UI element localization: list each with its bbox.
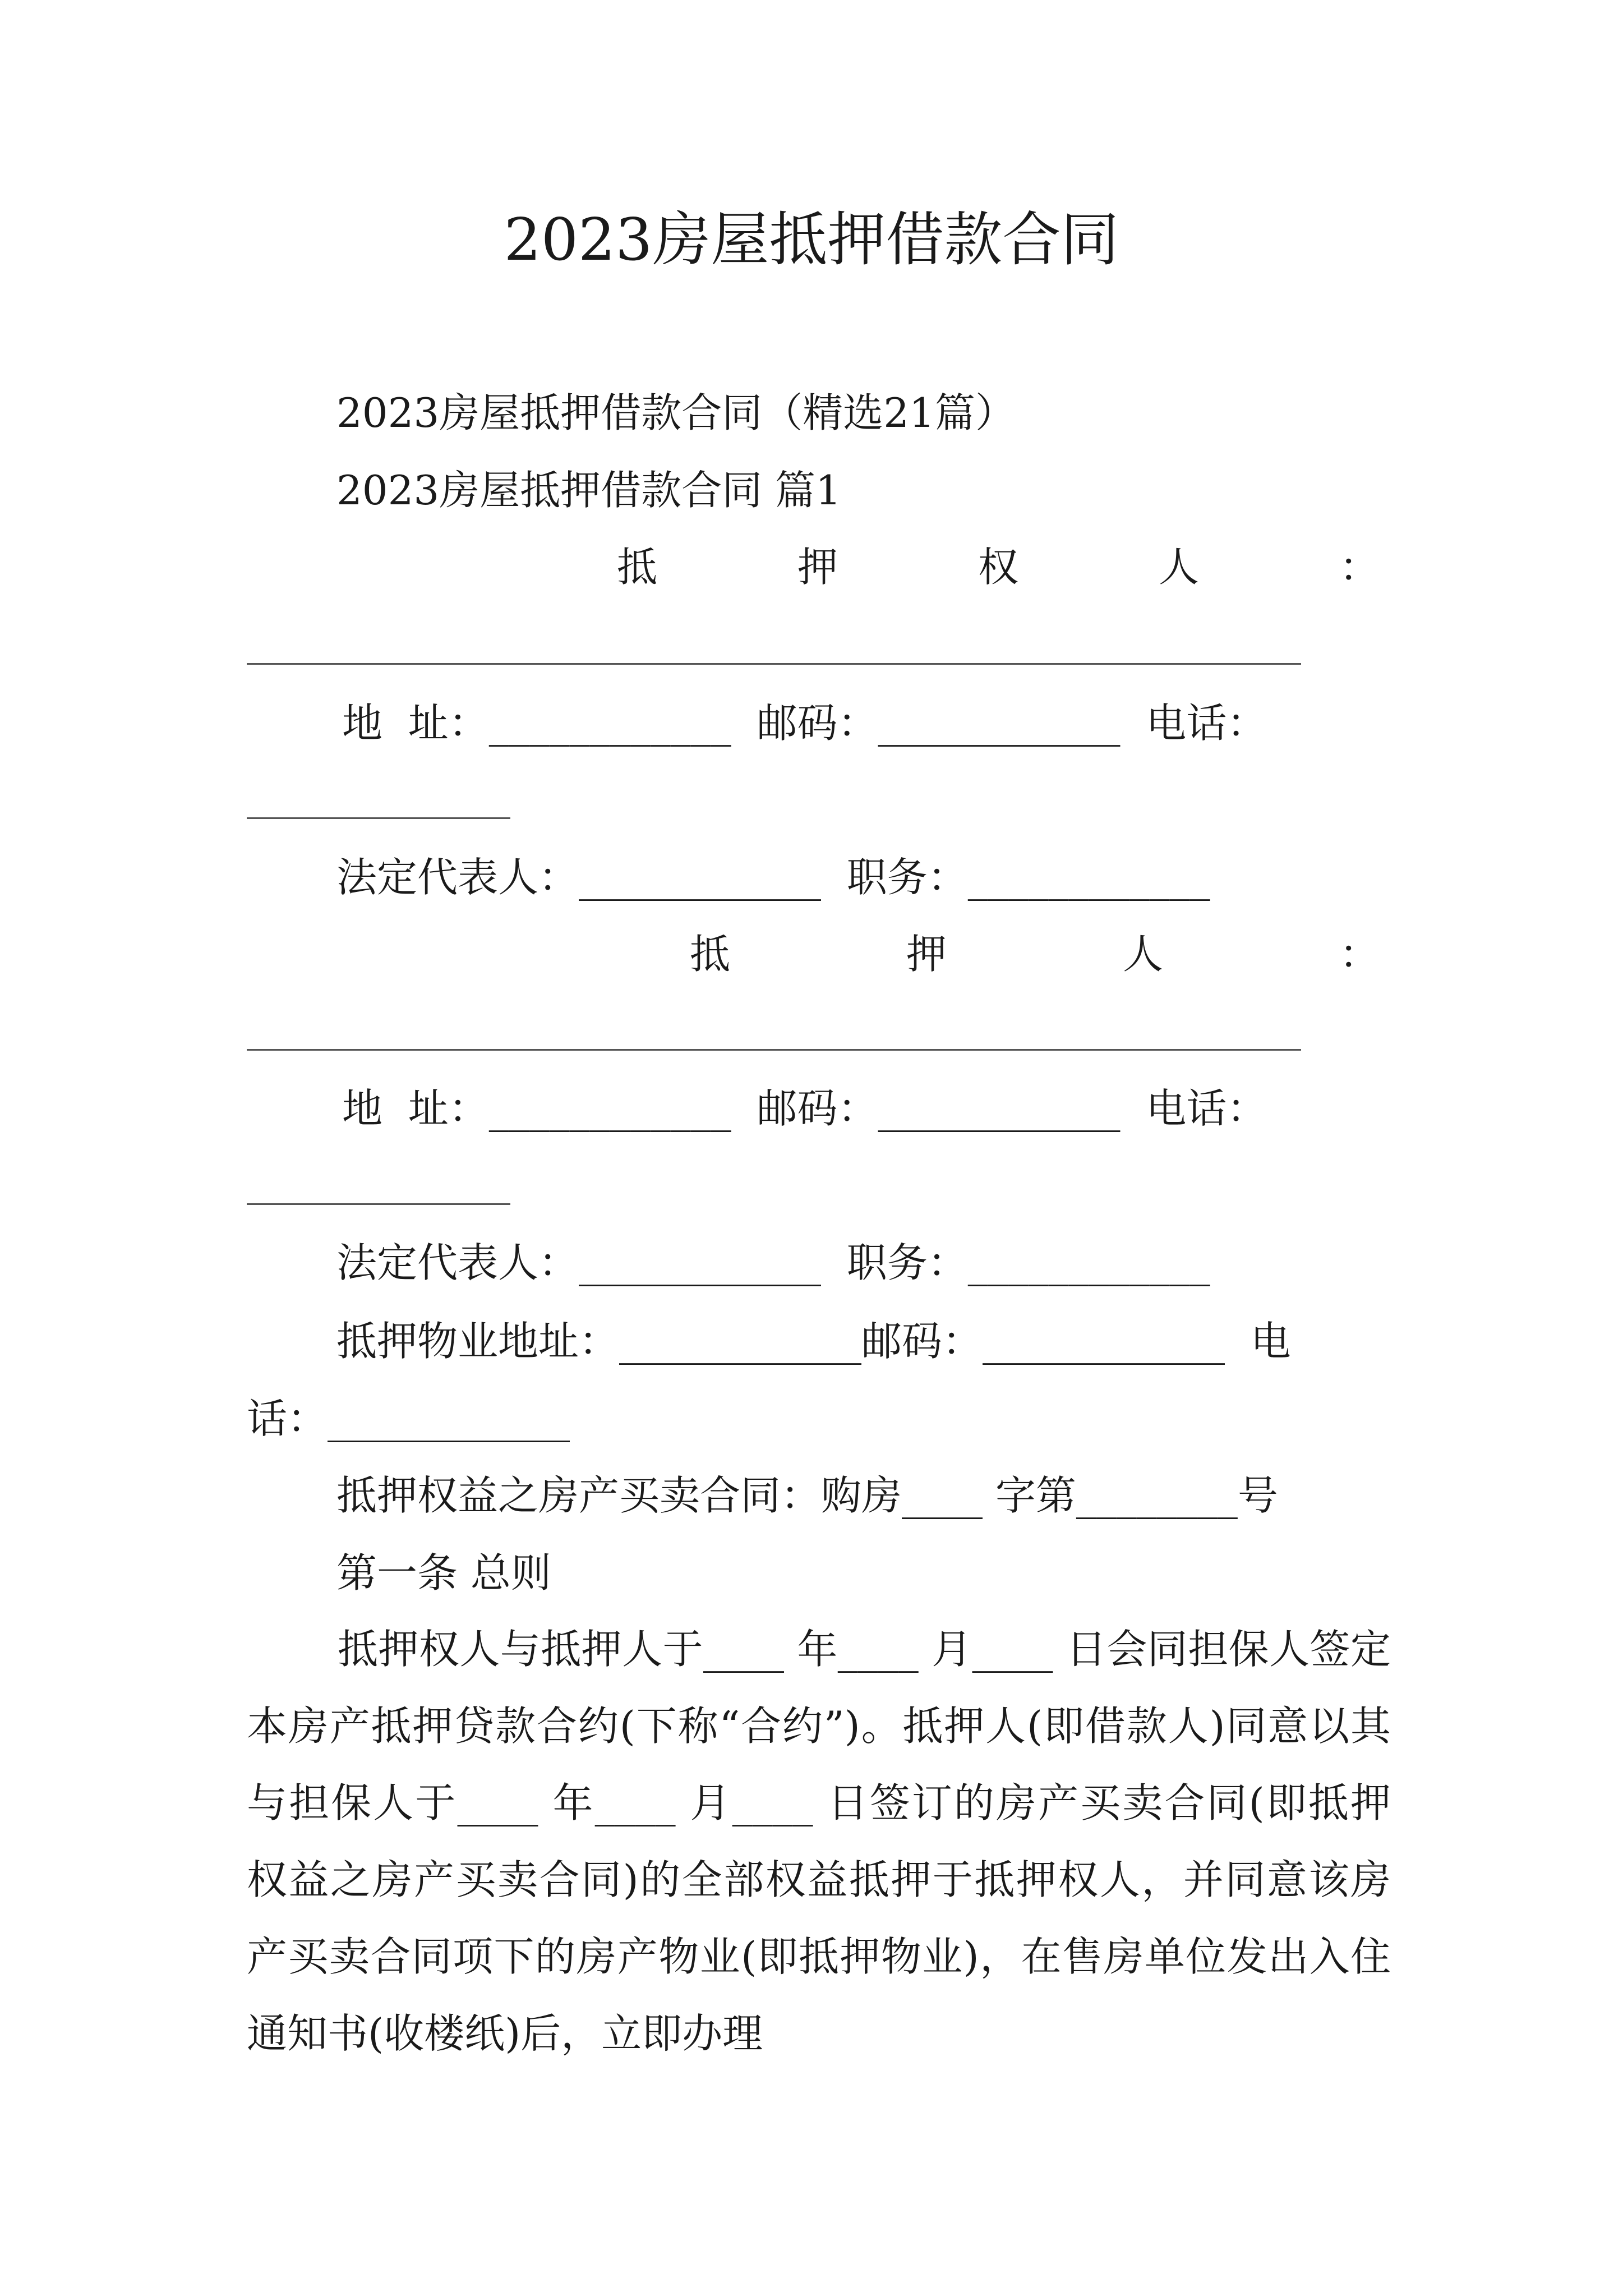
property-address-line: 抵押物业地址：____________邮码：____________ 电 (336, 1318, 1291, 1365)
body-paragraph (247, 1611, 1391, 2072)
mortgagor-address-line: 地 址：____________ 邮码：____________ 电话： (342, 1085, 1267, 1132)
mortgagor-char: 人 (1122, 931, 1163, 978)
mortgagor-label (690, 931, 1380, 978)
mortgagee-phone-line (247, 817, 510, 819)
mortgagee-name-line (247, 663, 1301, 665)
document-subtitle: 2023房屋抵押借款合同（精选21篇） (336, 389, 1016, 436)
section-heading: 2023房屋抵押借款合同 篇1 (336, 467, 841, 514)
mortgagor-char: ： (1339, 931, 1380, 978)
mortgagee-char: 权 (978, 544, 1018, 591)
mortgagor-char: 抵 (690, 931, 731, 978)
mortgagee-char: 人 (1158, 544, 1199, 591)
mortgagee-char: ： (1339, 544, 1380, 591)
mortgagor-name-line (247, 1049, 1301, 1051)
property-phone-line: 话：____________ (247, 1395, 570, 1442)
mortgagor-phone-line (247, 1203, 510, 1205)
document-title: 2023房屋抵押借款合同 (504, 205, 1119, 274)
contract-number-line: 抵押权益之房产买卖合同：购房____ 字第________号 (336, 1472, 1278, 1519)
mortgagee-label (617, 544, 1380, 591)
mortgagee-address-line: 地 址：____________ 邮码：____________ 电话： (342, 700, 1267, 747)
mortgagee-char: 抵 (617, 544, 658, 591)
mortgagor-rep-line: 法定代表人：____________ 职务：____________ (336, 1239, 1210, 1286)
article-heading: 第一条 总则 (336, 1549, 551, 1596)
mortgagee-rep-line: 法定代表人：____________ 职务：____________ (336, 854, 1210, 901)
body-text: 抵押权人与抵押人于____ 年____ 月____ 日会同担保人签定本房产抵押贷款合约(下称“合约”)。抵押人(即借款人)同意以其与担保人于____ 年____ 月____ 日签订的房产买卖合同(即抵押权益之房产买卖合同)的全部权益抵押于抵押权人，并同意该房产买卖合同项下的房产物业(即抵押物业)，在售房单位发出入住通知书(收楼纸)后，立即办理 (247, 1626, 1391, 2057)
mortgagee-char: 押 (797, 544, 838, 591)
mortgagor-char: 押 (906, 931, 947, 978)
